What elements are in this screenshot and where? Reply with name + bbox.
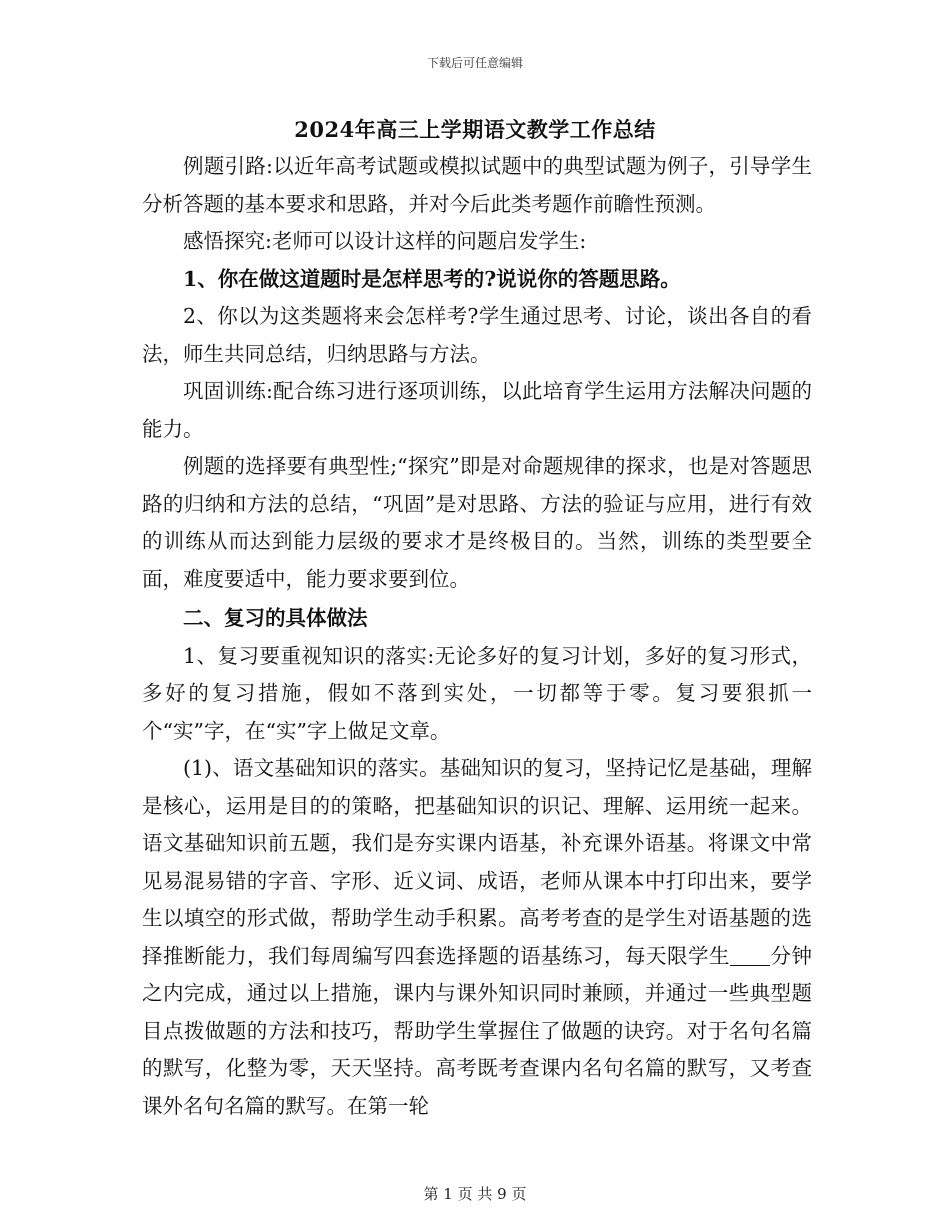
paragraph-knowledge-focus: 1、复习要重视知识的落实:无论多好的复习计划，多好的复习形式，多好的复习措施，假如不落到实处，一切都等于零。复习要狠抓一个“实”字，在“实”字上做足文章。 (142, 643, 812, 743)
fill-in-blank (730, 944, 770, 966)
paragraph-example-guide: 例题引路:以近年高考试题或模拟试题中的典型试题为例子，引导学生分析答题的基本要求和思路，并对今后此类考题作前瞻性预测。 (142, 154, 812, 216)
header-note: 下载后可任意编辑 (426, 56, 523, 70)
paragraph-explore: 感悟探究:老师可以设计这样的问题启发学生: (183, 229, 587, 253)
document-body (142, 148, 812, 1125)
section-heading-2: 二、复习的具体做法 (183, 606, 368, 630)
paragraph-question-2: 2、你以为这类题将来会怎样考?学生通过思考、讨论，谈出各自的看法，师生共同总结，归纳思路与方法。 (142, 304, 812, 366)
paragraph-basic-knowledge (142, 750, 812, 1125)
paragraph-basic-knowledge-part-1: (1)、语文基础知识的落实。基础知识的复习，坚持记忆是基础，理解是核心，运用是目的的策略，把基础知识的识记、理解、运用统一起来。语文基础知识前五题，我们是夯实课内语基，补充课外语基。将课文中常见易混易错的字音、字形、近义词、成语，老师从课本中打印出来，要学生以填空的形式做，帮助学生动手积累。高考考查的是学生对语基题的选择推断能力，我们每周编写四套选择题的语基练习，每天限学生 (142, 756, 812, 968)
page-footer: 第 1 页 共 9 页 (423, 1185, 527, 1203)
document-title: 2024年高三上学期语文教学工作总结 (294, 117, 656, 142)
paragraph-example-selection: 例题的选择要有典型性;“探究”即是对命题规律的探求，也是对答题思路的归纳和方法的总结，“巩固”是对思路、方法的验证与应用，进行有效的训练从而达到能力层级的要求才是终极目的。当然，训练的类型要全面，难度要适中，能力要求要到位。 (142, 454, 812, 591)
paragraph-basic-knowledge-part-2: 分钟之内完成，通过以上措施，课内与课外知识同时兼顾，并通过一些典型题目点拨做题的方法和技巧，帮助学生掌握住了做题的诀窍。对于名句名篇的默写，化整为零，天天坚持。高考既考查课内名句名篇的默写，又考查课外名句名篇的默写。在第一轮 (142, 943, 812, 1118)
paragraph-question-1: 1、你在做这道题时是怎样思考的?说说你的答题思路。 (183, 266, 681, 291)
paragraph-consolidate: 巩固训练:配合练习进行逐项训练，以此培育学生运用方法解决问题的能力。 (142, 379, 812, 441)
